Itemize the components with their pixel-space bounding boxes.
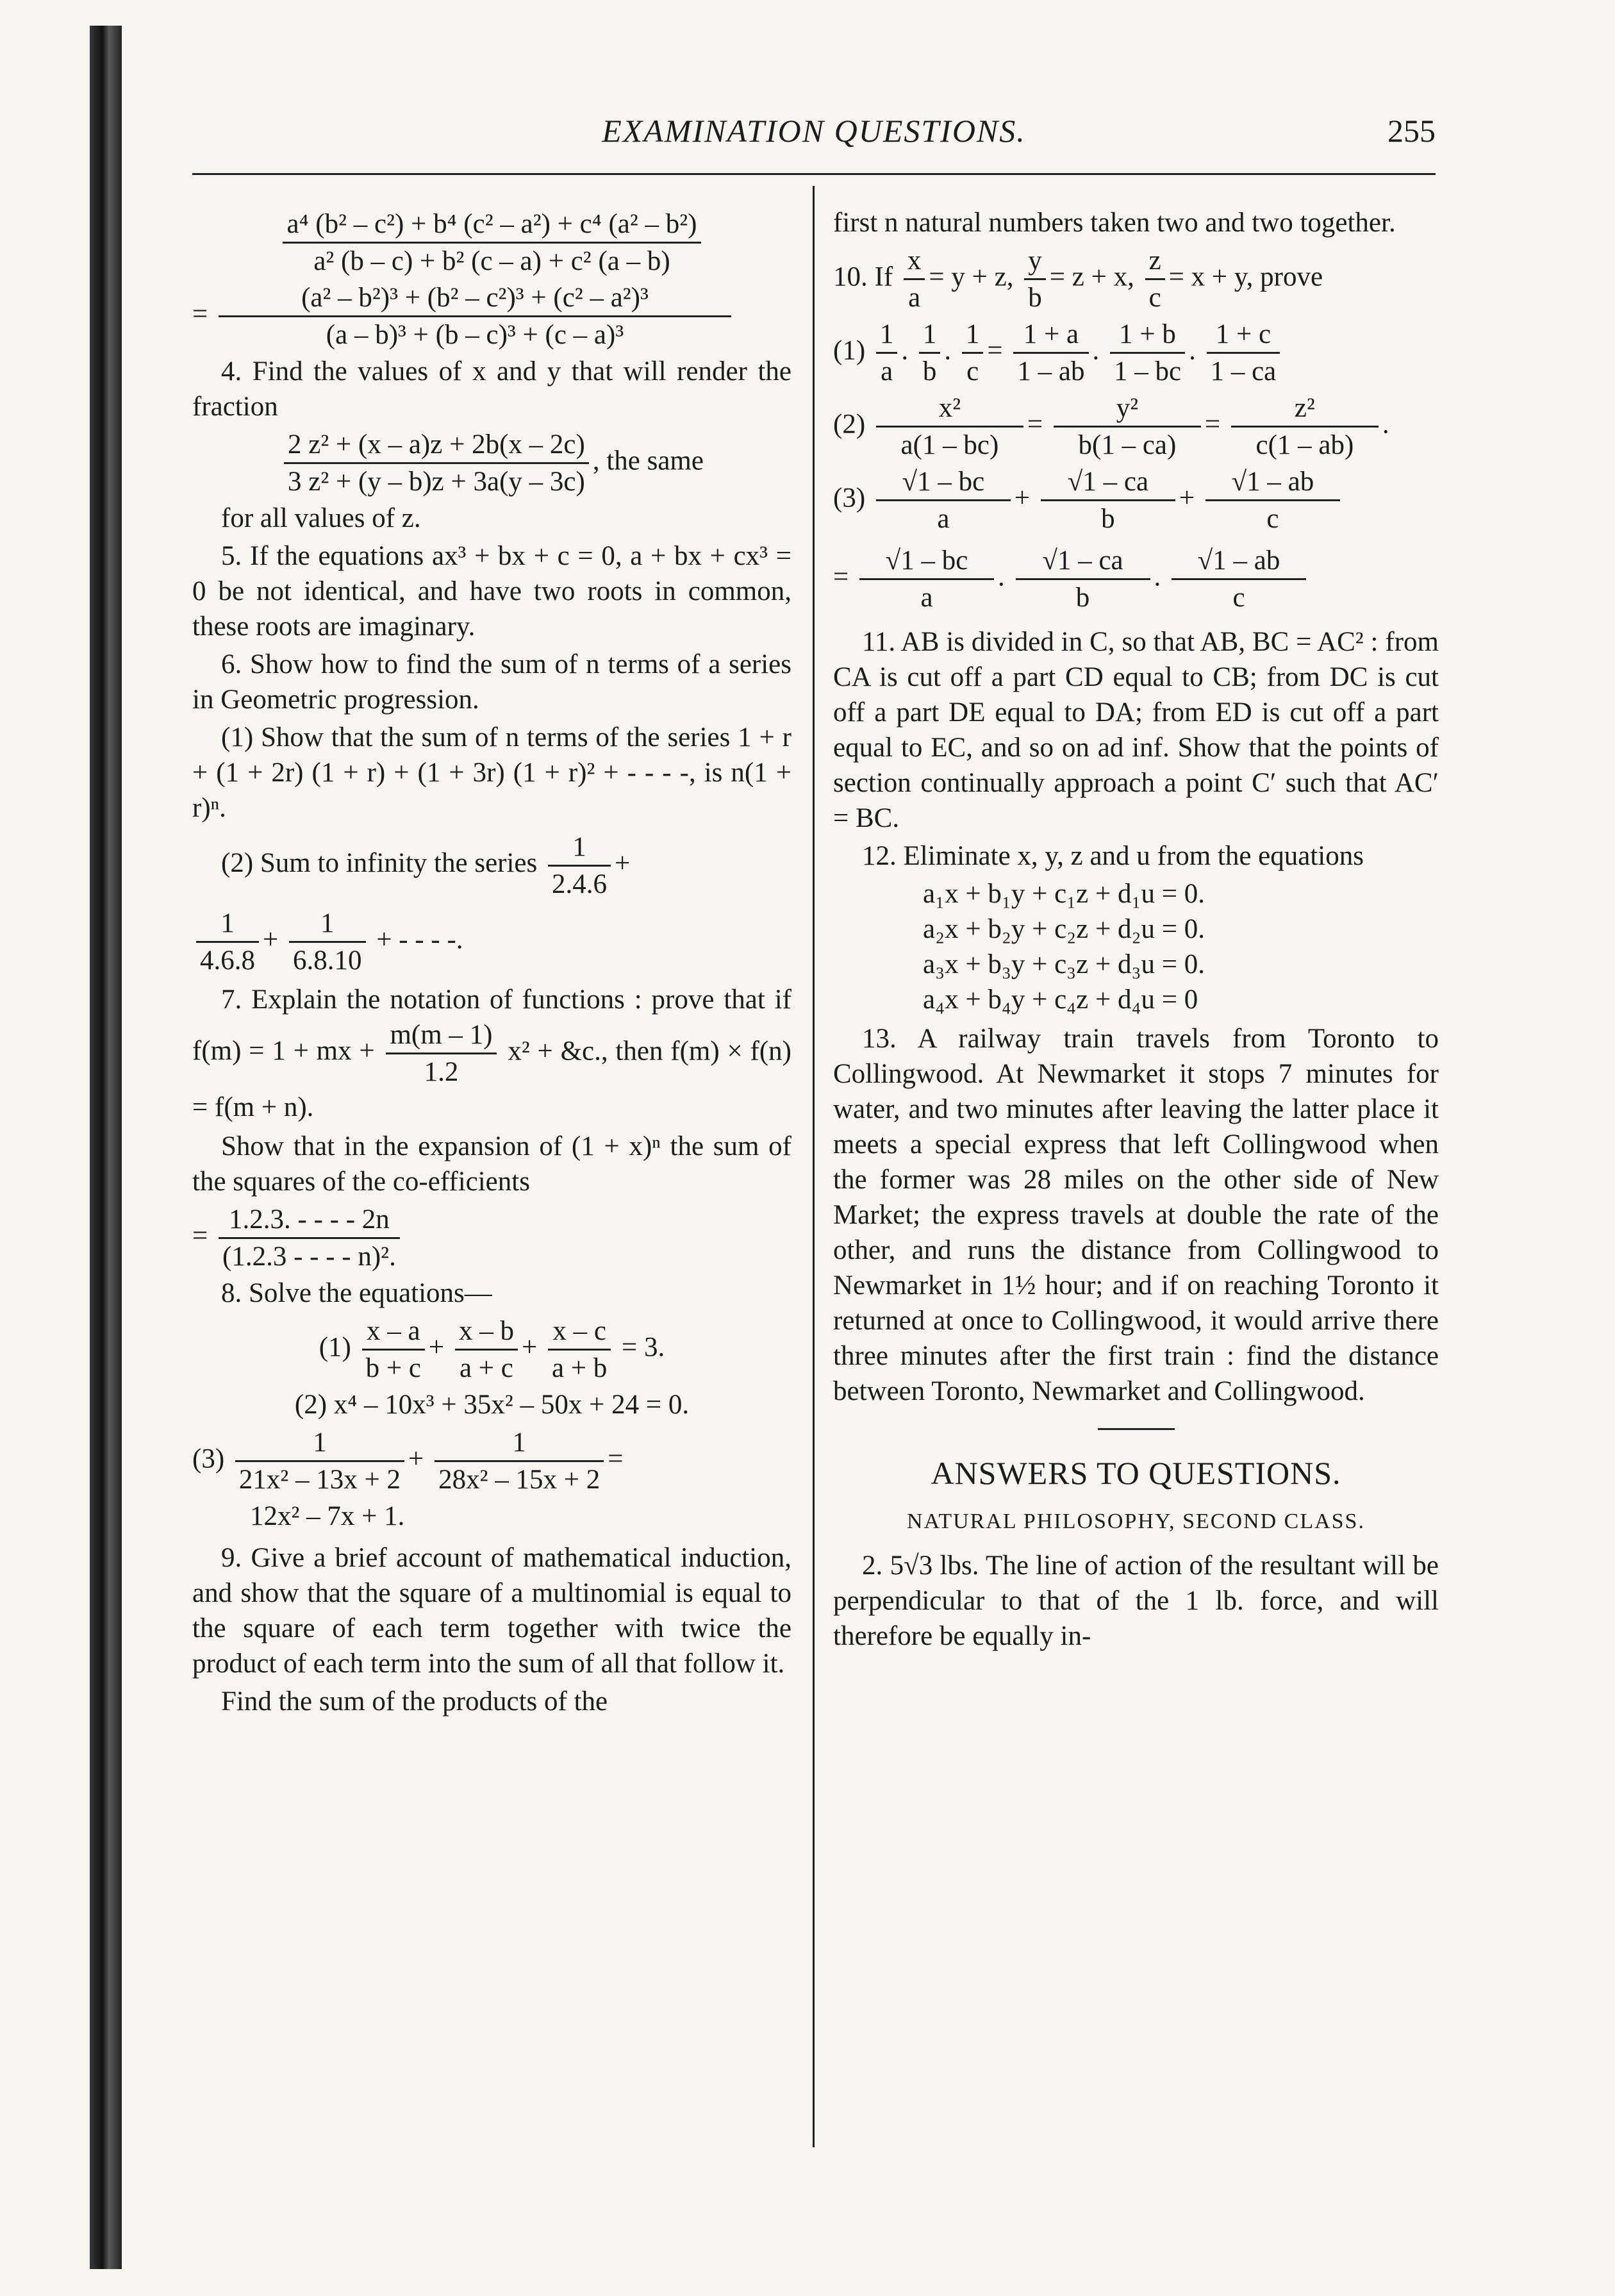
left-column bbox=[192, 205, 791, 1722]
r3b-f2-num: √1 – ca bbox=[1042, 545, 1123, 576]
r3-f1-den: a bbox=[876, 499, 1011, 537]
r3b-f2-den: b bbox=[1016, 578, 1150, 615]
q10-x: x bbox=[907, 245, 922, 276]
q8-1-f1-den: b + c bbox=[362, 1349, 425, 1386]
q7-prefix: 7. Explain the notation of functions : prove that if f(m) = 1 + mx + bbox=[192, 985, 791, 1067]
r3b-f3-den: c bbox=[1172, 578, 1306, 615]
q8-3-f1-den: 21x² – 13x + 2 bbox=[235, 1460, 404, 1497]
question-10-part-2: (2) $\frac{\text{x²}}{a(1 - bc)}$ = $\frac{\text{y²}}{b(1 - ca)}$ = $\frac{\text{z²}}{c(1 - ab)}$ . bbox=[833, 390, 1439, 463]
r3-f2-num: √1 – ca bbox=[1067, 467, 1149, 497]
r3-f3-den: c bbox=[1205, 499, 1340, 537]
q12-equation-3: a₃x + b₃y + c₃z + d₃u = 0. bbox=[923, 949, 1205, 979]
q6-2-frac1-num: 1 bbox=[572, 832, 586, 862]
question-6-part-1: (1) Show that the sum of n terms of the series 1 + r + (1 + 2r) (1 + r) + (1 + 3r) (1 + r)² + - - - -, is n(1 + r)ⁿ. bbox=[192, 722, 791, 823]
answer-2: 2. 5√3 lbs. The line of action of the resultant will be perpendicular to that of the 1 lb. force, and will therefore be equally in- bbox=[833, 1551, 1439, 1651]
r1-f3-num: 1 bbox=[965, 319, 980, 349]
question-8-part-2: (2) x⁴ – 10x³ + 35x² – 50x + 24 = 0. bbox=[294, 1390, 690, 1420]
r2-label: (2) bbox=[833, 409, 866, 440]
q12-equation-1: a₁x + b₁y + c₁z + d₁u = 0. bbox=[923, 879, 1205, 909]
r1-f4-den: 1 – ab bbox=[1013, 352, 1088, 389]
expression-1 bbox=[192, 206, 791, 279]
q10-eq2: = z + x, bbox=[1049, 262, 1134, 292]
r2-f3-num: z² bbox=[1294, 393, 1315, 423]
running-title: EXAMINATION QUESTIONS. bbox=[602, 113, 1026, 149]
q4-numerator: 2 z² + (x – a)z + 2b(x – 2c) bbox=[288, 429, 585, 460]
q10-c: c bbox=[1145, 278, 1165, 315]
question-8-part-1: (1) $\frac{x - a}{b + c}$ + $\frac{x - b}{a + c}$ + $\frac{x - c}{a + b}$ = 3. bbox=[192, 1313, 791, 1386]
r2-f1-num: x² bbox=[938, 393, 961, 423]
q8-3-f2-den: 28x² – 15x + 2 bbox=[435, 1460, 604, 1497]
r3b-f1-num: √1 – bc bbox=[885, 545, 968, 576]
r3-f2-den: b bbox=[1041, 499, 1175, 537]
q6-2-frac2-num: 1 bbox=[220, 908, 235, 938]
question-9: 9. Give a brief account of mathematical induction, and show that the square of a multinomial is equal to the square of each term together with twice the product of each term into the sum of all that follow it. bbox=[192, 1543, 791, 1679]
r2-f2-num: y² bbox=[1116, 393, 1139, 423]
r3-label: (3) bbox=[833, 483, 866, 513]
q7-suffix: x² + &c., then f(m) × f(n) = f(m + n). bbox=[192, 1036, 792, 1122]
q6-2-tail: + - - - -. bbox=[376, 924, 463, 955]
q8-1-f3-den: a + b bbox=[548, 1349, 611, 1386]
question-7 bbox=[192, 982, 791, 1125]
expr1-numerator: a⁴ (b² – c²) + b⁴ (c² – a²) + c⁴ (a² – b²) bbox=[286, 209, 697, 239]
q8-1-f3-num: x – c bbox=[552, 1316, 606, 1346]
q7b-frac-den: (1.2.3 - - - - n)². bbox=[219, 1237, 400, 1274]
answers-subtitle: NATURAL PHILOSOPHY, SECOND CLASS. bbox=[907, 1510, 1365, 1533]
r1-f2-num: 1 bbox=[922, 319, 937, 349]
question-7-b-fraction: = $\frac{1.2.3. - - - - 2n}{\text{(1.2.3 - - - - n)².}}$ bbox=[192, 1202, 791, 1274]
q4-denominator: 3 z² + (y – b)z + 3a(y – 3c) bbox=[284, 462, 589, 499]
question-10-part-3-result: = $\frac{√1 - bc}{a}$ . $\frac{√1 - ca}{b}$ . $\frac{√1 - ab}{c}$ bbox=[833, 543, 1439, 615]
expression-2: = $\frac{\text{(a² – b²)³ + (b² – c²)³ + (c² – a²)³}}{\text{(a – b)³ + (b – c)³ + (c – a)³}}$ bbox=[192, 280, 791, 353]
q8-3-f1-num: 1 bbox=[313, 1427, 327, 1458]
q6-2-frac2-den: 4.6.8 bbox=[196, 941, 259, 978]
question-10-part-3: (3) $\frac{√1 - bc}{a}$ + $\frac{√1 - ca}{b}$ + $\frac{√1 - ab}{c}$ bbox=[833, 464, 1439, 537]
right-column bbox=[833, 205, 1439, 1656]
r1-f3-den: c bbox=[962, 352, 984, 389]
question-13: 13. A railway train travels from Toronto to Collingwood. At Newmarket it stops 7 minutes for water, and two minutes after leaving the latter place it meets a special express that left Collingwood when the former was 28 miles on the other side of New Market; the express travels at double the rate of the other, and runs the distance from Collingwood to Newmarket in 1½ hour; and if on reaching Toronto it returned at once to Collingwood, it would arrive there three minutes after the first train : find the distance between Toronto, Newmarket and Collingwood. bbox=[833, 1024, 1439, 1406]
q6-2-frac3-den: 6.8.10 bbox=[289, 941, 366, 978]
q10-a: a bbox=[904, 278, 925, 315]
question-8: 8. Solve the equations— bbox=[221, 1278, 492, 1308]
page-number: 255 bbox=[1387, 113, 1436, 149]
question-6: 6. Show how to find the sum of n terms of a series in Geometric progression. bbox=[192, 649, 791, 715]
book-spine-edge bbox=[90, 26, 122, 2269]
q8-1-tail: = 3. bbox=[622, 1332, 665, 1363]
question-12-equations bbox=[833, 876, 1439, 1017]
q10-z: z bbox=[1148, 245, 1161, 276]
q7-frac-den: 1.2 bbox=[386, 1052, 496, 1090]
expr1-denominator: a² (b – c) + b² (c – a) + c² (a – b) bbox=[283, 242, 700, 279]
r1-f6-den: 1 – ca bbox=[1207, 352, 1280, 389]
r3-f3-num: √1 – ab bbox=[1231, 467, 1314, 497]
q8-1-f1-num: x – a bbox=[366, 1316, 420, 1346]
expr2-denominator: (a – b)³ + (b – c)³ + (c – a)³ bbox=[219, 315, 731, 353]
r3b-f3-num: √1 – ab bbox=[1197, 545, 1280, 576]
question-6-part-2-cont: $\frac{1}{4.6.8}$ + $\frac{1}{6.8.10}$ + - - - -. bbox=[192, 906, 791, 978]
column-divider bbox=[813, 186, 815, 2147]
q10-prefix: 10. If bbox=[833, 262, 893, 292]
question-9-b: Find the sum of the products of the bbox=[221, 1686, 608, 1717]
q10-y: y bbox=[1028, 245, 1042, 276]
question-4-fraction bbox=[192, 427, 791, 499]
q12-equation-4: a₄x + b₄y + c₄z + d₄u = 0 bbox=[923, 985, 1198, 1015]
r1-f5-den: 1 – bc bbox=[1110, 352, 1185, 389]
section-rule bbox=[1098, 1428, 1175, 1430]
q7b-frac-num: 1.2.3. - - - - 2n bbox=[229, 1204, 390, 1235]
q6-2-frac3-num: 1 bbox=[320, 908, 335, 938]
question-5: 5. If the equations ax³ + bx + c = 0, a + bx + cx³ = 0 be not identical, and have two roots in common, these roots are imaginary. bbox=[192, 541, 791, 642]
question-4: 4. Find the values of x and y that will render the fraction bbox=[192, 356, 791, 422]
q12-equation-2: a₂x + b₂y + c₂z + d₂u = 0. bbox=[923, 914, 1205, 944]
r1-f4-num: 1 + a bbox=[1023, 319, 1079, 349]
question-11: 11. AB is divided in C, so that AB, BC = AC² : from CA is cut off a part CD equal to CB; from DC is cut off a part DE equal to DA; from ED is cut off a part equal to EC, and so on ad inf. Show that the points of section continually approach a point C′ such that AC′ = BC. bbox=[833, 627, 1439, 833]
r3b-f1-den: a bbox=[859, 578, 994, 615]
r1-f1-den: a bbox=[876, 352, 898, 389]
question-9-continuation: first n natural numbers taken two and two together. bbox=[833, 208, 1396, 238]
answers-title: ANSWERS TO QUESTIONS. bbox=[931, 1455, 1341, 1491]
q7-frac-num: m(m – 1) bbox=[390, 1020, 493, 1050]
r1-f6-num: 1 + c bbox=[1215, 319, 1271, 349]
expr2-numerator: (a² – b²)³ + (b² – c²)³ + (c² – a²)³ bbox=[301, 283, 649, 313]
question-10 bbox=[833, 243, 1439, 315]
q10-eq3: = x + y, prove bbox=[1168, 262, 1323, 292]
question-8-part-3: (3) $\frac{1}{\text{21x² – 13x + 2}}$ + $\frac{1}{\text{28x² – 15x + 2}}$ = bbox=[192, 1425, 791, 1497]
header-rule bbox=[192, 173, 1436, 175]
r1-label: (1) bbox=[833, 335, 866, 366]
q8-3-f2-num: 1 bbox=[512, 1427, 526, 1458]
page-header bbox=[192, 112, 1436, 157]
q6-2-prefix: (2) Sum to infinity the series bbox=[221, 848, 538, 879]
q10-eq1: = y + z, bbox=[929, 262, 1014, 292]
r1-f2-den: b bbox=[919, 352, 941, 389]
r1-f1-num: 1 bbox=[879, 319, 894, 349]
q4-same: , the same bbox=[592, 445, 704, 476]
q8-1-f2-den: a + c bbox=[455, 1349, 518, 1386]
q10-b: b bbox=[1024, 278, 1046, 315]
q8-1-label: (1) bbox=[319, 1332, 351, 1363]
r2-f2-den: b(1 – ca) bbox=[1054, 426, 1201, 463]
q8-3-label: (3) bbox=[192, 1443, 225, 1474]
r2-f3-den: c(1 – ab) bbox=[1231, 426, 1379, 463]
question-6-part-2: (2) Sum to infinity the series $\frac{1}{2.4.6}$ + bbox=[192, 829, 791, 902]
question-4-tail: for all values of z. bbox=[221, 503, 421, 533]
question-12: 12. Eliminate x, y, z and u from the equations bbox=[862, 841, 1364, 871]
r2-f1-den: a(1 – bc) bbox=[876, 426, 1023, 463]
question-10-part-1: (1) $\frac{1}{a}$ . $\frac{1}{b}$ . $\frac{1}{c}$ = $\frac{1 + a}{1 - ab}$ . $\frac{1 + b}{1 - bc}$ . $\frac{1 + c}{1 - ca}$ bbox=[833, 317, 1439, 389]
question-7-b: Show that in the expansion of (1 + x)ⁿ the sum of the squares of the co-efficients bbox=[192, 1131, 791, 1197]
q6-2-frac1-den: 2.4.6 bbox=[548, 865, 611, 902]
r3-f1-num: √1 – bc bbox=[902, 467, 985, 497]
r1-f5-num: 1 + b bbox=[1119, 319, 1176, 349]
question-8-part-3-tail: 12x² – 7x + 1. bbox=[250, 1501, 405, 1531]
q8-1-f2-num: x – b bbox=[458, 1316, 514, 1346]
